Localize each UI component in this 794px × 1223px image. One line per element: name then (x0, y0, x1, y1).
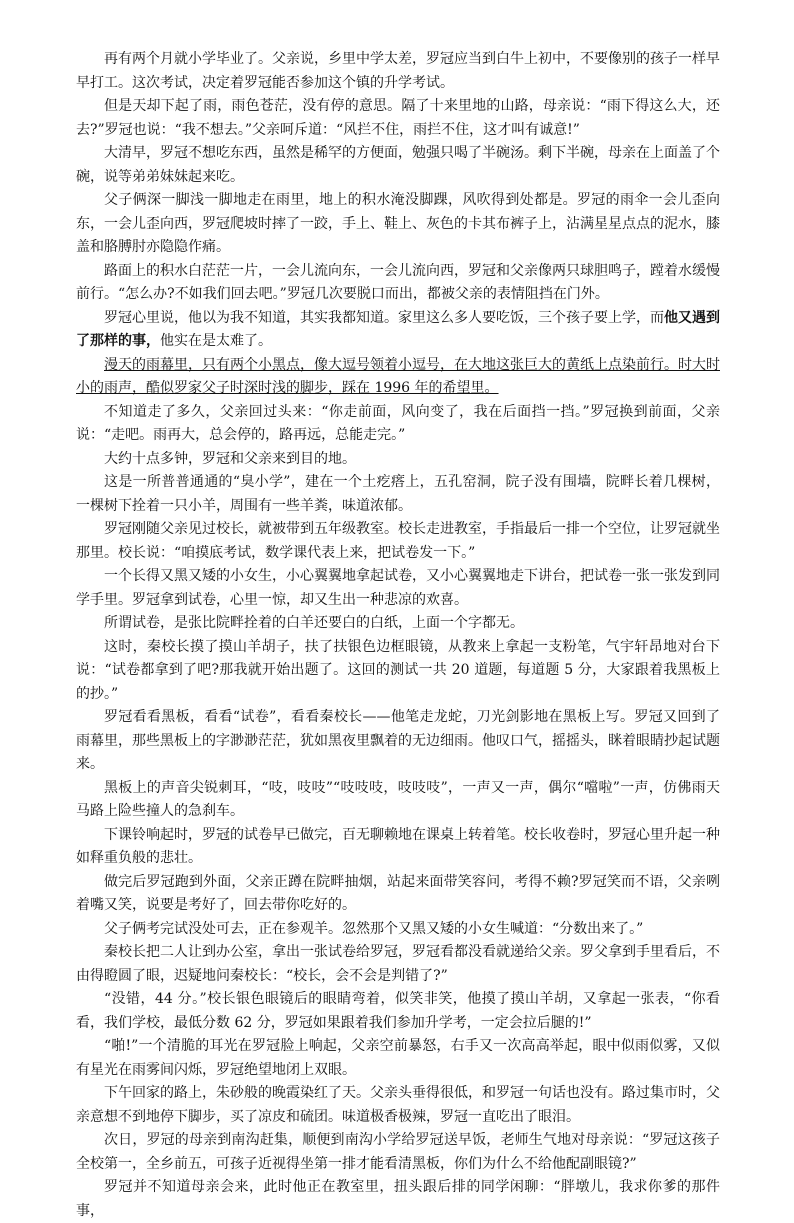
document-page (76, 48, 720, 1223)
paragraph-6-tail: 他实在是太难了。 (160, 333, 272, 349)
paragraph-6-lead: 罗冠心里说，他以为我不知道，其实我都知道。家里这么多人要吃饭，三个孩子要上学，而 (104, 309, 664, 326)
paragraph-12: 一个长得又黑又矮的小女生，小心翼翼地拿起试卷，又小心翼翼地走下讲台，把试卷一张一张发到同学手里。罗冠拿到试卷，心里一惊，却又生出一种悲凉的欢喜。 (76, 568, 720, 608)
paragraph-6 (76, 307, 720, 354)
paragraph-14: 这时，秦校长摸了摸山羊胡子，扶了扶银色边框眼镜，从教来上拿起一支粉笔，气宇轩昂地对台下说：“试卷都拿到了吧?那我就开始出题了。这回的测试一共 20 道题，每道题 5 分，大家跟着我黑板上的抄。” (76, 638, 720, 702)
paragraph-13: 所谓试卷，是张比院畔拴着的白羊还要白的白纸，上面一个字都无。 (104, 615, 524, 631)
paragraph-10: 这是一所普普通通的“臭小学”，建在一个土疙瘩上，五孔窑洞，院子没有围墙，院畔长着几棵树，一棵树下拴着一只小羊，周围有一些羊粪，味道浓郁。 (76, 474, 720, 514)
underlined-passage: 漫天的雨幕里，只有两个小黑点，像大逗号领着小逗号，在大地这张巨大的黄纸上点染前行。时大时小的雨声，酷似罗家父子时深时浅的脚步，踩在 1996 年的希望里。 (76, 356, 720, 396)
paragraph-11: 罗冠刚随父亲见过校长，就被带到五年级教室。校长走进教室，手指最后一排一个空位，让罗冠就坐那里。校长说：“咱摸底考试，数学课代表上来，把试卷发一下。” (76, 521, 720, 561)
paragraph-8: 不知道走了多久，父亲回过头来：“你走前面，风向变了，我在后面挡一挡。”罗冠换到前面，父亲说：“走吧。雨再大，总会停的，路再远，总能走完。” (76, 403, 720, 443)
paragraph-7-underlined (76, 354, 720, 401)
paragraph-22: “啪!”一个清脆的耳光在罗冠脸上响起，父亲空前暴怒，右手又一次高高举起，眼中似雨似雾，又似有星光在雨雾间闪烁，罗冠绝望地闭上双眼。 (76, 1038, 720, 1078)
paragraph-9: 大约十点多钟，罗冠和父亲来到目的地。 (104, 450, 356, 467)
paragraph-19: 父子俩考完试没处可去，正在参观羊。忽然那个又黑又矮的小女生喊道：“分数出来了。” (104, 920, 644, 937)
paragraph-15: 罗冠看看黑板，看看“试卷”，看看秦校长——他笔走龙蛇，刀光剑影地在黑板上写。罗冠又回到了雨幕里，那些黑板上的字渺渺茫茫，犹如黑夜里飘着的无边细雨。他叹口气，摇摇头，眯着眼睛抄起试题来。 (76, 709, 720, 772)
paragraph-5: 路面上的积水白茫茫一片，一会儿流向东，一会儿流向西，罗冠和父亲像两只球胆鸣子，蹚着水缓慢前行。“怎么办?不如我们回去吧。”罗冠几次要脱口而出，都被父亲的表情阻挡在门外。 (76, 262, 720, 302)
paragraph-25: 罗冠并不知道母亲会来，此时他正在教室里，扭头跟后排的同学闲聊：“胖墩儿，我求你爹的那件事， (76, 1179, 720, 1219)
paragraph-16: 黑板上的声音尖锐刺耳，“吱，吱吱”“吱吱吱，吱吱吱”，一声又一声，偶尔“噹啦”一声，仿佛雨天马路上险些撞人的急刹车。 (76, 779, 720, 819)
paragraph-21: “没错，44 分。”校长银色眼镜后的眼睛弯着，似笑非笑，他摸了摸山羊胡，又拿起一张表，“你看看，我们学校，最低分数 62 分，罗冠如果跟着我们参加升学考，一定会拉后腿的!” (76, 991, 720, 1031)
paragraph-3: 大清早，罗冠不想吃东西，虽然是稀罕的方便面，勉强只喝了半碗汤。剩下半碗，母亲在上面盖了个碗，说等弟弟妹妹起来吃。 (76, 145, 720, 185)
paragraph-1: 再有两个月就小学毕业了。父亲说，乡里中学太差，罗冠应当到白牛上初中，不要像别的孩子一样早早打工。这次考试，决定着罗冠能否参加这个镇的升学考试。 (76, 51, 720, 91)
paragraph-2: 但是天却下起了雨，雨色苍茫，没有停的意思。隔了十来里地的山路，母亲说：“雨下得这么大，还去?”罗冠也说：“我不想去。”父亲呵斥道：“风拦不住，雨拦不住，这才叫有诚意!” (76, 98, 720, 138)
paragraph-6-emphasis: 他又遇到了那样的事， (76, 309, 720, 349)
paragraph-20: 秦校长把二人让到办公室，拿出一张试卷给罗冠，罗冠看都没看就递给父亲。罗父拿到手里看后，不由得瞪圆了眼，迟疑地问秦校长：“校长，会不会是判错了?” (76, 944, 720, 984)
paragraph-4: 父子俩深一脚浅一脚地走在雨里，地上的积水淹没脚踝，风吹得到处都是。罗冠的雨伞一会儿歪向东，一会儿歪向西，罗冠爬坡时摔了一跤，手上、鞋上、灰色的卡其布裤子上，沾满星星点点的泥水，膝盖和胳膊肘亦隐隐作痛。 (76, 192, 720, 255)
paragraph-24: 次日，罗冠的母亲到南沟赶集，顺便到南沟小学给罗冠送早饭，老师生气地对母亲说：“罗冠这孩子全校第一，全乡前五，可孩子近视得坐第一排才能看清黑板，你们为什么不给他配副眼镜?” (76, 1132, 720, 1172)
paragraph-23: 下午回家的路上，朱砂般的晚霞染红了天。父亲头垂得很低，和罗冠一句话也没有。路过集市时，父亲意想不到地停下脚步，买了凉皮和硫团。味道极香极辣，罗冠一直吃出了眼泪。 (76, 1085, 720, 1125)
paragraph-18: 做完后罗冠跑到外面，父亲正蹲在院畔抽烟，站起来面带笑容问，考得不赖?罗冠笑而不语，父亲咧着嘴又笑，说要是考好了，回去带你吃好的。 (76, 873, 720, 913)
paragraph-17: 下课铃响起时，罗冠的试卷早已做完，百无聊赖地在课桌上转着笔。校长收卷时，罗冠心里升起一种如释重负般的悲壮。 (76, 826, 720, 866)
